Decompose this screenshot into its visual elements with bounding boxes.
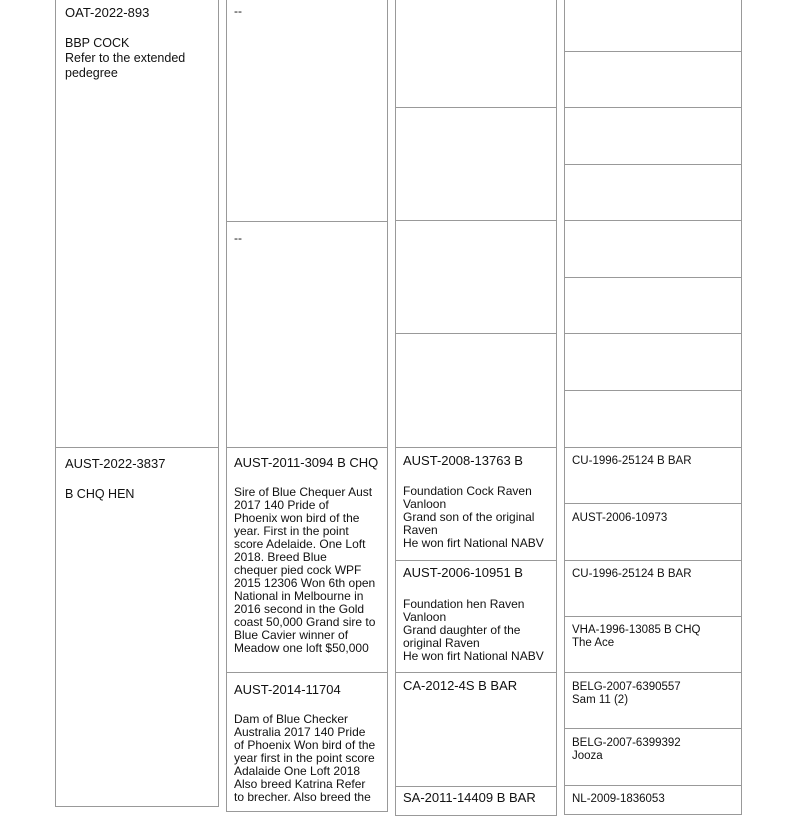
gen3-cell-3: [395, 220, 557, 334]
gen2-top-cell: [226, 0, 388, 222]
dam-id: AUST-2014-11704: [234, 682, 341, 697]
subject-2-desc: B CHQ HEN: [65, 487, 135, 501]
dam-dam-id: SA-2011-14409 B BAR: [403, 790, 536, 805]
sire-desc: Sire of Blue Chequer Aust 2017 140 Pride of Phoenix won bird of the year. First in the point score Adelaide. One Loft 2018. Breed Blue chequer pied cock WPF 2015 12306 Won 6th open National in Melbourne in 2016 second in the Gold coast 50,000 Grand sire to Blue Cavier winner of Meadow one loft $50,000: [234, 485, 376, 655]
gen3-cell-4: [395, 333, 557, 448]
sire-dam-desc: Foundation hen Raven Vanloon Grand daughter of the original Raven He won firt National NABV: [403, 597, 544, 663]
gen4-bottom-cell-1: [564, 447, 742, 504]
gen4-cell-6: [564, 277, 742, 334]
gen4-cell-7: [564, 333, 742, 391]
gen4-cell-2: [564, 51, 742, 108]
gen4-bottom-cell-3: [564, 560, 742, 617]
sire-id: AUST-2011-3094 B CHQ: [234, 455, 379, 470]
gen2-top-text: --: [234, 4, 242, 18]
gen3-cell-1: [395, 0, 557, 108]
gen4-bottom-cell-7: [564, 785, 742, 815]
sire-sire-desc: Foundation Cock Raven Vanloon Grand son of the original Raven He won firt National NABV: [403, 484, 544, 550]
sire-sire-cell: [395, 447, 557, 561]
sire-dam-cell: [395, 560, 557, 673]
gen4-bottom-text-3: CU-1996-25124 B BAR: [572, 568, 692, 580]
gen4-cell-1: [564, 0, 742, 52]
gen4-cell-8: [564, 390, 742, 448]
sire-dam-id: AUST-2006-10951 B: [403, 565, 523, 580]
gen4-bottom-cell-5: [564, 672, 742, 729]
subject-2-id: AUST-2022-3837: [65, 456, 166, 471]
gen2-second-text: --: [234, 231, 242, 245]
gen4-bottom-text-5: BELG-2007-6390557 Sam 11 (2): [572, 681, 681, 706]
dam-sire-id: CA-2012-4S B BAR: [403, 678, 518, 693]
gen4-bottom-text-6: BELG-2007-6399392 Jooza: [572, 737, 681, 762]
gen4-bottom-text-7: NL-2009-1836053: [572, 793, 665, 805]
gen4-bottom-text-4: VHA-1996-13085 B CHQ The Ace: [572, 624, 701, 649]
gen4-bottom-cell-2: [564, 503, 742, 561]
gen4-cell-3: [564, 107, 742, 165]
gen4-bottom-cell-4: [564, 616, 742, 673]
gen3-cell-2: [395, 107, 557, 221]
dam-cell: [226, 672, 388, 812]
sire-sire-id: AUST-2008-13763 B: [403, 453, 523, 468]
subject-2-cell: [55, 447, 219, 807]
gen4-cell-5: [564, 220, 742, 278]
dam-sire-cell: [395, 672, 557, 787]
gen4-bottom-text-1: CU-1996-25124 B BAR: [572, 455, 692, 467]
sire-cell: [226, 447, 388, 673]
gen2-second-cell: [226, 221, 388, 448]
dam-dam-cell: [395, 786, 557, 816]
subject-1-id: OAT-2022-893: [65, 5, 150, 20]
gen4-bottom-text-2: AUST-2006-10973: [572, 512, 668, 524]
dam-desc: Dam of Blue Checker Australia 2017 140 Pride of Phoenix Won bird of the year first in the point score Adalaide One Loft 2018 Also breed Katrina Refer to brecher. Also breed the: [234, 712, 376, 804]
gen4-cell-4: [564, 164, 742, 221]
subject-1-desc: BBP COCK Refer to the extended pedegree: [65, 36, 186, 80]
subject-1-cell: [55, 0, 219, 448]
gen4-bottom-cell-6: [564, 728, 742, 786]
